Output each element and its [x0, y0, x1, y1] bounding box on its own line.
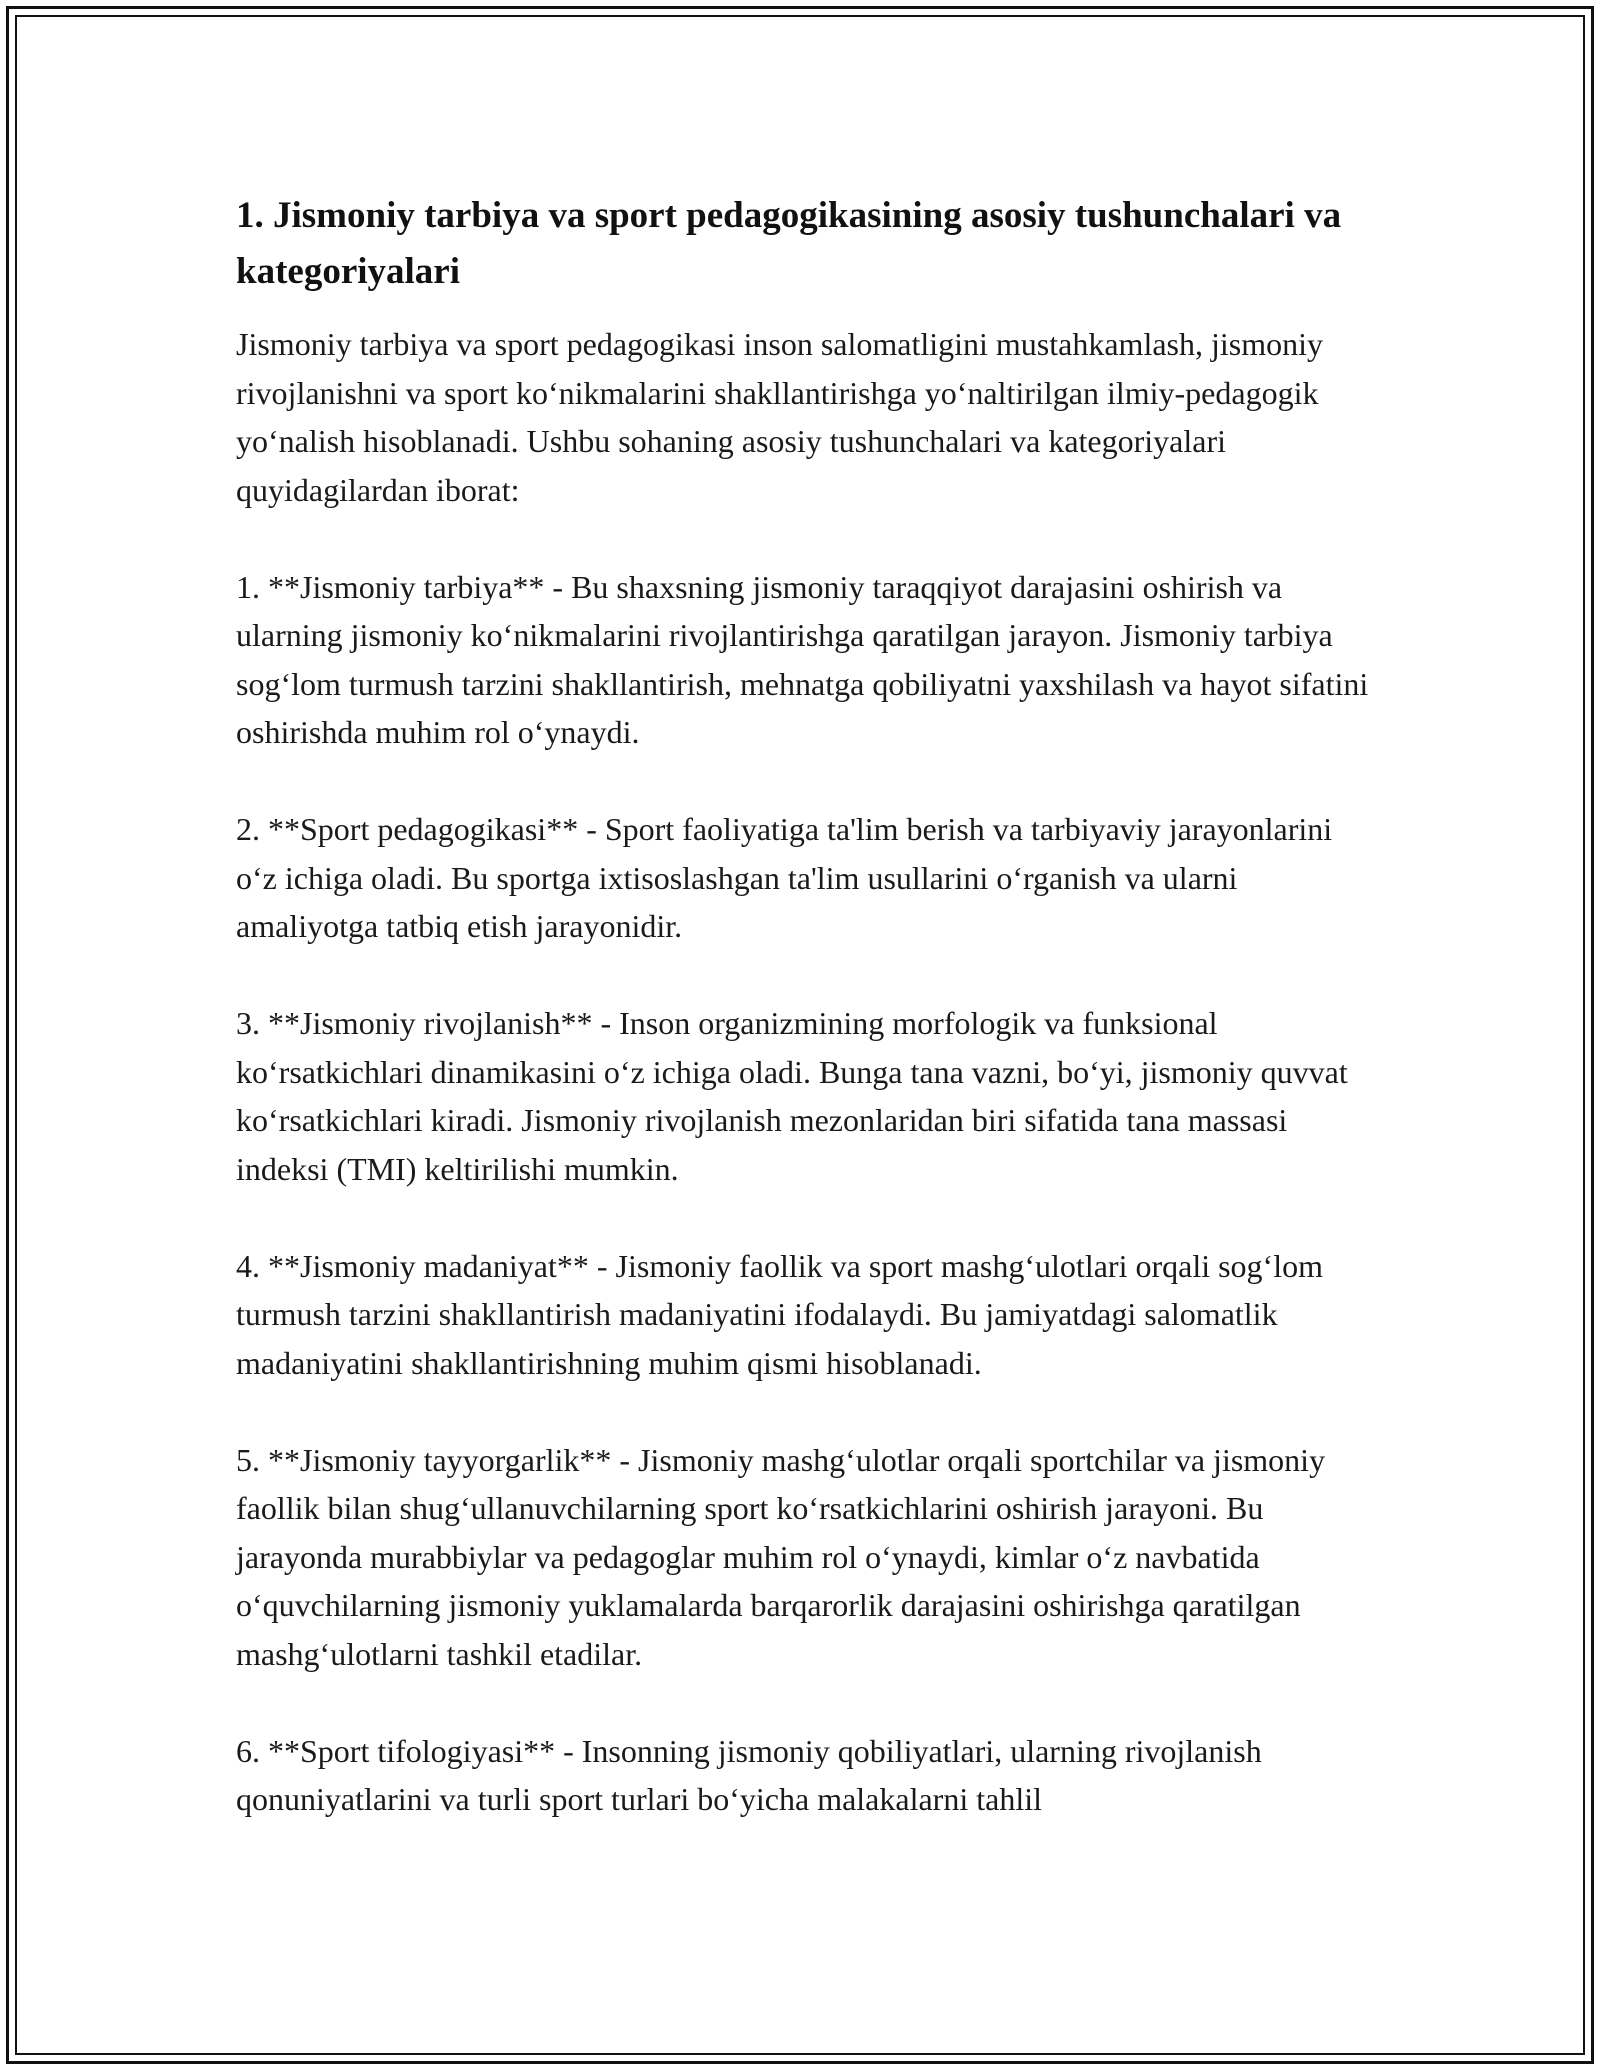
- list-item-sport-tifologiyasi: 6. **Sport tifologiyasi** - Insonning jismoniy qobiliyatlari, ularning rivojlanish qonuniyatlarini va turli sport turlari bo‘yicha malakalarni tahlil: [236, 1732, 1262, 1817]
- list-item-jismoniy-tarbiya: 1. **Jismoniy tarbiya** - Bu shaxsning jismoniy taraqqiyot darajasini oshirish va ularning jismoniy ko‘nikmalarini rivojlantirishga qaratilgan jarayon. Jismoniy tarbiya sog‘lom turmush tarzini shakllantirish, mehnatga qobiliyatni yaxshilash va hayot sifatini oshirishda muhim rol o‘ynaydi.: [236, 568, 1369, 750]
- intro-paragraph: Jismoniy tarbiya va sport pedagogikasi inson salomatligini mustahkamlash, jismoniy rivojlanishni va sport ko‘nikmalarini shakllantirishga yo‘naltirilgan ilmiy-pedagogik yo‘nalish hisoblanadi. Ushbu sohaning asosiy tushunchalari va kategoriyalari quyidagilardan iborat:: [236, 326, 1323, 508]
- list-item-jismoniy-rivojlanish: 3. **Jismoniy rivojlanish** - Inson organizmining morfologik va funksional ko‘rsatkichlari dinamikasini o‘z ichiga oladi. Bunga tana vazni, bo‘yi, jismoniy quvvat ko‘rsatkichlari kiradi. Jismoniy rivojlanish mezonlaridan biri sifatida tana massasi indeksi (TMI) keltirilishi mumkin.: [236, 1005, 1348, 1187]
- document-title: 1. Jismoniy tarbiya va sport pedagogikasining asosiy tushunchalari va kategoriyalari: [236, 195, 1342, 292]
- list-item-jismoniy-tayyorgarlik: 5. **Jismoniy tayyorgarlik** - Jismoniy mashg‘ulotlar orqali sportchilar va jismoniy faollik bilan shug‘ullanuvchilarning sport ko‘rsatkichlarini oshirish jarayoni. Bu jarayonda murabbiylar va pedagoglar muhim rol o‘ynaydi, kimlar o‘z navbatida o‘quvchilarning jismoniy yuklamalarda barqarorlik darajasini oshirishga qaratilgan mashg‘ulotlarni tashkil etadilar.: [236, 1441, 1326, 1672]
- list-item-sport-pedagogikasi: 2. **Sport pedagogikasi** - Sport faoliyatiga ta'lim berish va tarbiyaviy jarayonlarini o‘z ichiga oladi. Bu sportga ixtisoslashgan ta'lim usullarini o‘rganish va ularni amaliyotga tatbiq etish jarayonidir.: [236, 811, 1333, 944]
- list-item-jismoniy-madaniyat: 4. **Jismoniy madaniyat** - Jismoniy faollik va sport mashg‘ulotlari orqali sog‘lom turmush tarzini shakllantirish madaniyatini ifodalaydi. Bu jamiyatdagi salomatlik madaniyatini shakllantirishning muhim qismi hisoblanadi.: [236, 1247, 1323, 1381]
- document-body: [236, 188, 1376, 1824]
